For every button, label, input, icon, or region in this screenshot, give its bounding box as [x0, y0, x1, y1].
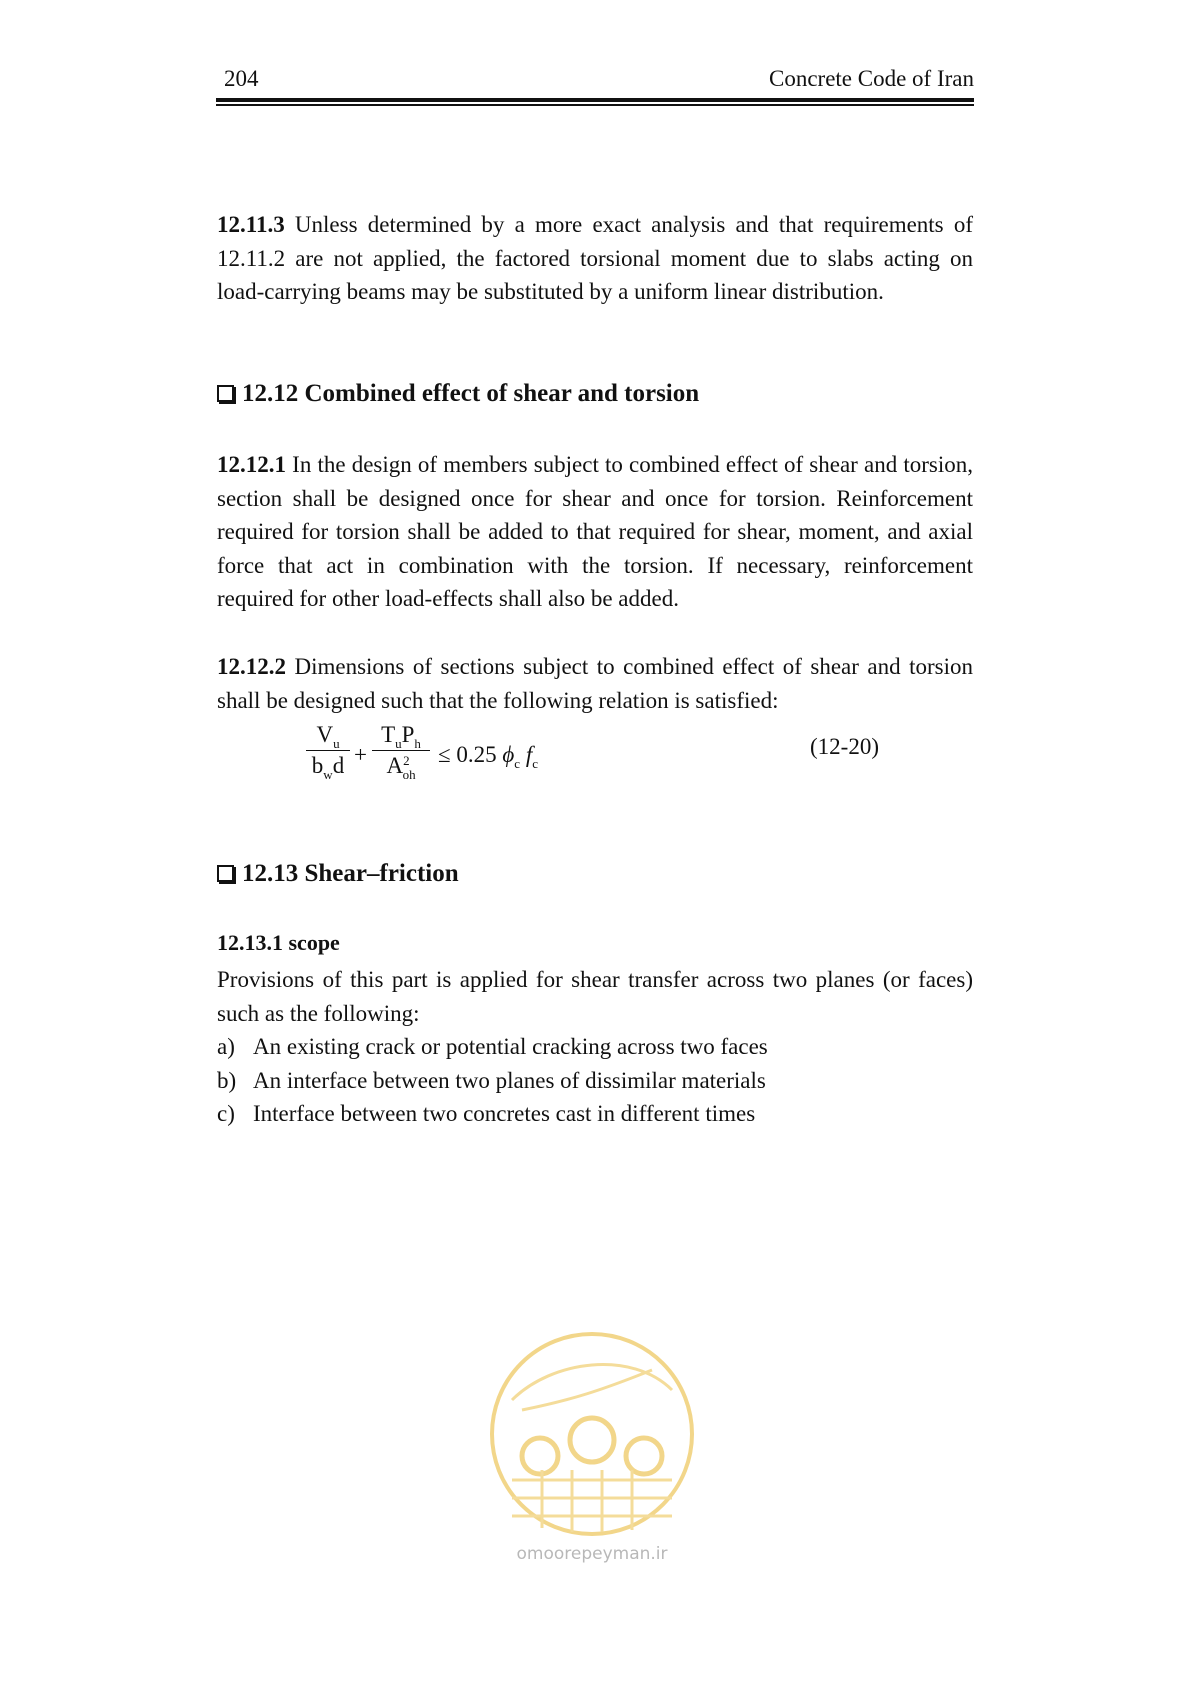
- subheading-12-13-1: 12.13.1 scope: [217, 930, 340, 955]
- clause-text: Unless determined by a more exact analysis and that requirements of 12.11.2 are not applied, the factored torsional moment due to slabs acting on load-carrying beams may be substituted by a uniform linear distribution.: [217, 212, 973, 304]
- clause-number: 12.12.2: [217, 654, 286, 679]
- clause-number: 12.12.1: [217, 452, 286, 477]
- checkbox-bullet-icon: [217, 385, 234, 402]
- page-header: [216, 62, 974, 102]
- scope-list: [217, 1030, 973, 1131]
- fraction-torsion-term: $T_uP_h$ $A^2_{oh}$: [372, 722, 430, 779]
- list-item: c) Interface between two concretes cast in different times: [217, 1101, 756, 1126]
- watermark-emblem-icon: [482, 1330, 702, 1540]
- list-item: b) An interface between two planes of dissimilar materials: [217, 1067, 766, 1093]
- clause-text: In the design of members subject to combined effect of shear and torsion, section shall be designed once for shear and once for torsion. Reinforcement required for torsion shall be added to that required for shear, moment, and axial force that act in combination with the torsion. If necessary, reinforcement required for other load-effects shall also be added.: [217, 452, 973, 611]
- clause-12-12-2: [217, 650, 973, 717]
- checkbox-bullet-icon: [217, 865, 234, 882]
- watermark-text: omoorepeyman.ir: [516, 1544, 668, 1564]
- scope-intro: Provisions of this part is applied for shear transfer across two planes (or faces) such as the following:: [217, 967, 973, 1026]
- header-rule-thin: [216, 104, 974, 106]
- equation-rhs: ≤ 0.25 $\phi_c$ $f_c$: [438, 742, 538, 771]
- clause-12-11-3: [217, 208, 973, 309]
- section-heading-12-12: 12.12 Combined effect of shear and torsion: [217, 380, 699, 408]
- clause-text: Dimensions of sections subject to combined effect of shear and torsion shall be designed such that the following relation is satisfied:: [217, 654, 973, 713]
- section-heading-12-13: 12.13 Shear–friction: [217, 860, 459, 888]
- watermark-logo: [482, 1330, 702, 1570]
- clause-12-12-1: [217, 448, 973, 616]
- fraction-bar: [306, 750, 350, 751]
- clause-number: 12.11.3: [217, 212, 285, 237]
- plus-sign: +: [354, 742, 367, 767]
- fraction-shear-term: $V_u$ $b_wd$: [306, 722, 350, 779]
- equation-number: (12-20): [810, 734, 879, 759]
- running-title: Concrete Code of Iran: [768, 66, 974, 91]
- header-rule-thick: [216, 98, 974, 102]
- list-item: a) An existing crack or potential cracking across two faces: [217, 1034, 768, 1059]
- page-number: 204: [224, 66, 259, 91]
